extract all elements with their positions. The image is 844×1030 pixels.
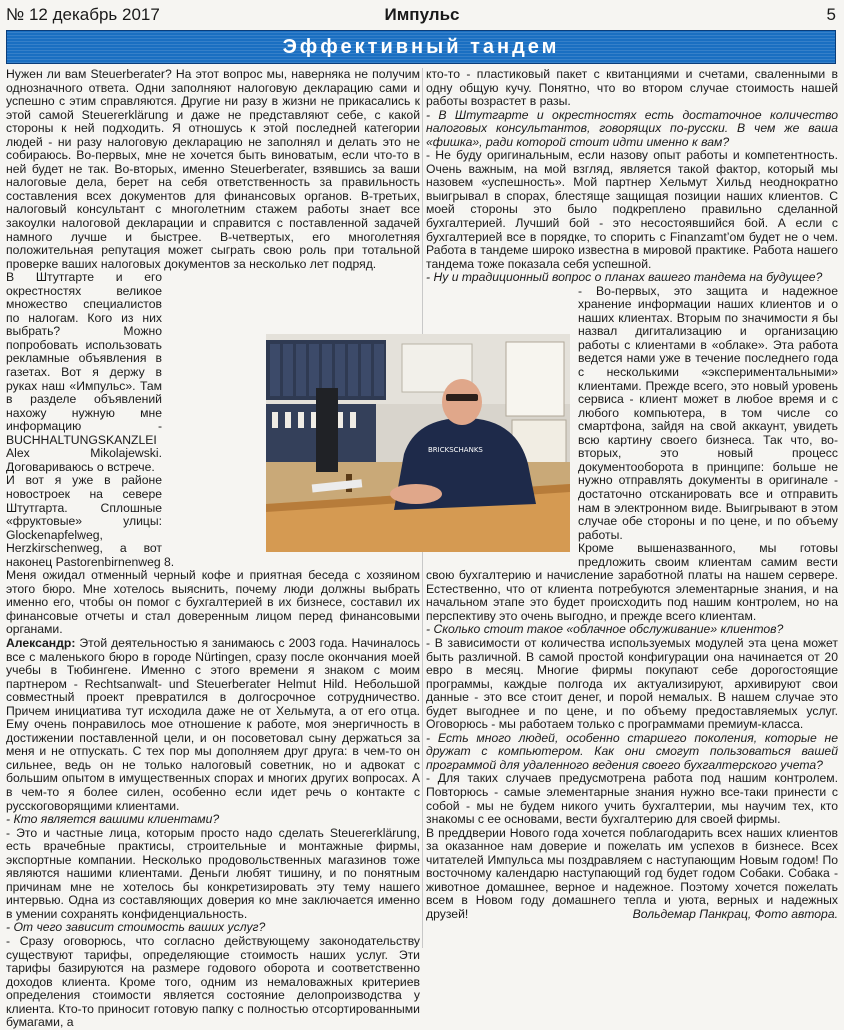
paragraph (6, 637, 420, 813)
question: - В Штутгарте и окрестностях есть достаточное количество налоговых консультантов, говорящих по-русски. В чем же ваша «фишка», ради которой стоит идти именно к вам? (426, 107, 838, 149)
office-photo-illustration (266, 334, 570, 552)
paragraph (426, 827, 838, 922)
headline-banner (6, 30, 836, 64)
sweater-print: BRICKSCHANKS (428, 446, 483, 454)
answer-text: Этой деятельностью я занимаюсь с 2003 года. Начиналось все с маленького бюро в городе Nürtingen, сразу после окончания моей учебы в Тюбингене. Именно с этого времени я знаком с моим партнером - Rechtsanwalt- und Steuerberater Helmut Hild. Небольшой совместный проект превратился в долгосрочное сотрудничество. Причем инициатива тут исходила даже не от Хельмута, а от его отца. Ему очень понравилось мое отношение к работе, моя энергичность в достижении поставленной цели, и он посоветовал сыну держаться за меня и не отпускать. С тех пор мы дополняем друг друга: в чем-то он сильнее, ведь он не только налоговый советник, но и адвокат с большим опытом в имущественных спорах и многих других вопросах. А в чем-то я более силен, особенно если идет речь о контакте с русскоговорящими клиентами. (6, 635, 420, 813)
article-photo (266, 334, 570, 552)
closing-text: В преддверии Нового года хочется поблагодарить всех наших клиентов за оказанное нам доверие и пожелать им успехов в бизнесе. Всех читателей Импульса мы поздравляем с наступающим Новым годом! По восточному календарю наступающий год будет годом Собаки. Собака - животное домашнее, верное и надежное. Поэтому хочется пожелать всем в Новом году домашнего тепла и уюта, верных и надежных друзей! (426, 825, 838, 921)
answer: - Для таких случаев предусмотрена работа под нашим контролем. Повторюсь - самые элементарные знания нужно все-таки принести с собой - мы не будем никого учить бухгалтерии, мы научим тех, кто знакомы с ее основами, вести бухгалтерию для своей фирмы. (426, 771, 838, 827)
article-title: Эффективный тандем (282, 36, 560, 58)
person-hands (390, 484, 442, 504)
answer: - Во-первых, это защита и надежное хранение информации наших клиентов и о наших клиентах. Вторым по значимости я бы назвал дигитализацию и организацию работы с клиентами в «облаке». Эта работа ведется нами уже в течение последнего года с несколькими «экспериментальными» клиентами. Прежде всего, это новый уровень сервиса - клиент может в любое время и с любого компьютера, в том числе со смартфона, зайдя на свой аккаунт, увидеть всю картину своего бизнеса. Так что, во-вторых, это новый процесс документооборота в принципе: больше не нужно отправлять документы в оригинале - достаточно отсканировать все и отправить нам в электронном виде. Выигрывают в этом случае обе стороны и по цене, и по объему работы. (578, 283, 838, 542)
paragraph: В Штутгарте и его окрестностях великое множество специалистов по налогам. Кого из них выбрать? Можно попробовать использовать рекламные объявления в газетах. Вот я держу в руках наш «Импульс». Там в разделе объявлений нахожу нужную мне информацию - BUCHHALTUNGSKANZLEI Alex Mikolajewski. Договариваюсь о встрече. (6, 270, 162, 474)
question: - Ну и традиционный вопрос о планах вашего тандема на будущее? (426, 270, 823, 285)
paragraph: И вот я уже в районе новостроек на севере Штутгарта. Сплошные «фруктовые» улицы: Glockenapfelweg, Herzkirschenweg, а вот наконец Pastorenbirnenweg 8. (6, 473, 175, 569)
paragraph: Меня ожидал отменный черный кофе и приятная беседа с хозяином этого бюро. Мне хотелось выяснить, почему люди должны выбрать именно его, чтобы он помог с бухгалтерией в их бизнесе, составил их финансовые отчеты и стал доверенным лицом перед финансовыми органами. (6, 568, 420, 637)
author-credit: Вольдемар Панкрац, Фото автора. (632, 906, 838, 921)
paragraph: Кроме вышеназванного, мы готовы предложить своим клиентам самим вести свою бухгалтерию и начисление заработной платы на нашем сервере. Естественно, что от клиента потребуются элементарные знания, и на начальном этапе это будет происходить под нашим контролем, но на перспективу это очень выгодно, и прежде всего клиентам. (426, 541, 838, 623)
question: - От чего зависит стоимость ваших услуг? (6, 920, 266, 935)
page-header (6, 4, 838, 26)
speaker-label: Александр: (6, 635, 76, 650)
paragraph: Нужен ли вам Steuerberater? На этот вопрос мы, наверняка не получим однозначного ответа. Одни заполняют налоговую декларацию сами и успешно с этим справляются. Другие ни разу в жизни не прикасались к этой самой Steuererklärung и даже не представляют себе, с какой стороны к ней подходить. Я отношусь к этой последней категории людей - ни разу налоговую декларацию не заполнял и делать это не собираюсь. Во-первых, мне не хочется быть виноватым, если что-то в ней будет не так. Во-вторых, именно Steuerberater, взявшись за ваши налоговые дела, берет на себя ответственность за правильность составления всех документов для финансовых органов. В-третьих, налоговый консультант с многолетним стажем работы знает все закоулки налоговой декларации и справится с поставленной задачей намного лучше и быстрее. В-четвертых, его многолетняя положительная репутация может сыграть свою роль при тотальной проверке ваших налоговых документов за несколько лет подряд. (6, 67, 420, 271)
question: - Сколько стоит такое «облачное обслуживание» клиентов? (426, 622, 784, 637)
answer: - Не буду оригинальным, если назову опыт работы и компетентность. Очень важным, на мой взгляд, является такой фактор, который мы назовем «успешность». Мой партнер Хельмут Хильд неоднократно выигрывал в спорах, блестяще защищая позиции наших клиентов. С моей стороны это было подкреплено правильно сделанной бухгалтерией. Лучший бой - это несостоявшийся бой. А если с бухгалтерией все в порядке, то спорить с Finanzamt’ом будет не о чем. Работа в тандеме широко известна в мировой практике. Работа нашего тандема тоже показала себя успешной. (426, 148, 838, 271)
question: - Кто является вашими клиентами? (6, 812, 220, 827)
computer-monitor (316, 388, 338, 472)
page-number: 5 (826, 5, 836, 24)
answer: - Сразу оговорюсь, что согласно действующему законодательству существуют тарифы, определяющие стоимость наших услуг. Эти тарифы базируются на размере годового оборота и соответственно доходов клиента. Кроме того, одним из немаловажных критериев определения стоимости является состояние делопроизводства у клиента. Кто-то приносит готовую папку с полностью отсортированными бумагами, а (6, 934, 420, 1030)
answer: - Это и частные лица, которым просто надо сделать Steuererklärung, есть врачебные практисы, строительные и монтажные фирмы, экспортные компании. Несколько продовольственных магазинов тоже являются нашими клиентами. Деньги любят тишину, и по понятным причинам мне не хотелось бы конкретизировать эту тему нашего интервью. Одна из составляющих доверия ко мне заключается именно в умении сохранять конфиденциальность. (6, 825, 420, 921)
question: - Есть много людей, особенно старшего поколения, которые не дружат с компьютером. Как они смогут пользоваться вашей программой для удаленного ведения своего бухгалтерского учета? (426, 730, 838, 772)
wall-certificate (506, 342, 564, 416)
person-head (442, 379, 482, 425)
newspaper-name: Импульс (384, 5, 460, 24)
paragraph: кто-то - пластиковый пакет с квитанциями и счетами, сваленными в одну общую кучу. Понятно, что во втором случае стоимость нашей работы возрастет в разы. (426, 67, 838, 109)
answer: - В зависимости от количества используемых модулей эта цена может быть различной. В самой простой конфигурации она начинается от 20 евро в месяц. Многие фирмы покупают себе дорогостоящие программы, каждые полгода их актуализируют, архивируют свои данные - это все стоит денег, и порой немалых. В нашем случае это будет выгоднее и по цене, и по объему предоставляемых услуг. Оговорюсь - мы работаем только с программами премиум-класса. (426, 635, 838, 732)
person-glasses (446, 394, 478, 401)
issue-label: № 12 декабрь 2017 (6, 5, 160, 24)
